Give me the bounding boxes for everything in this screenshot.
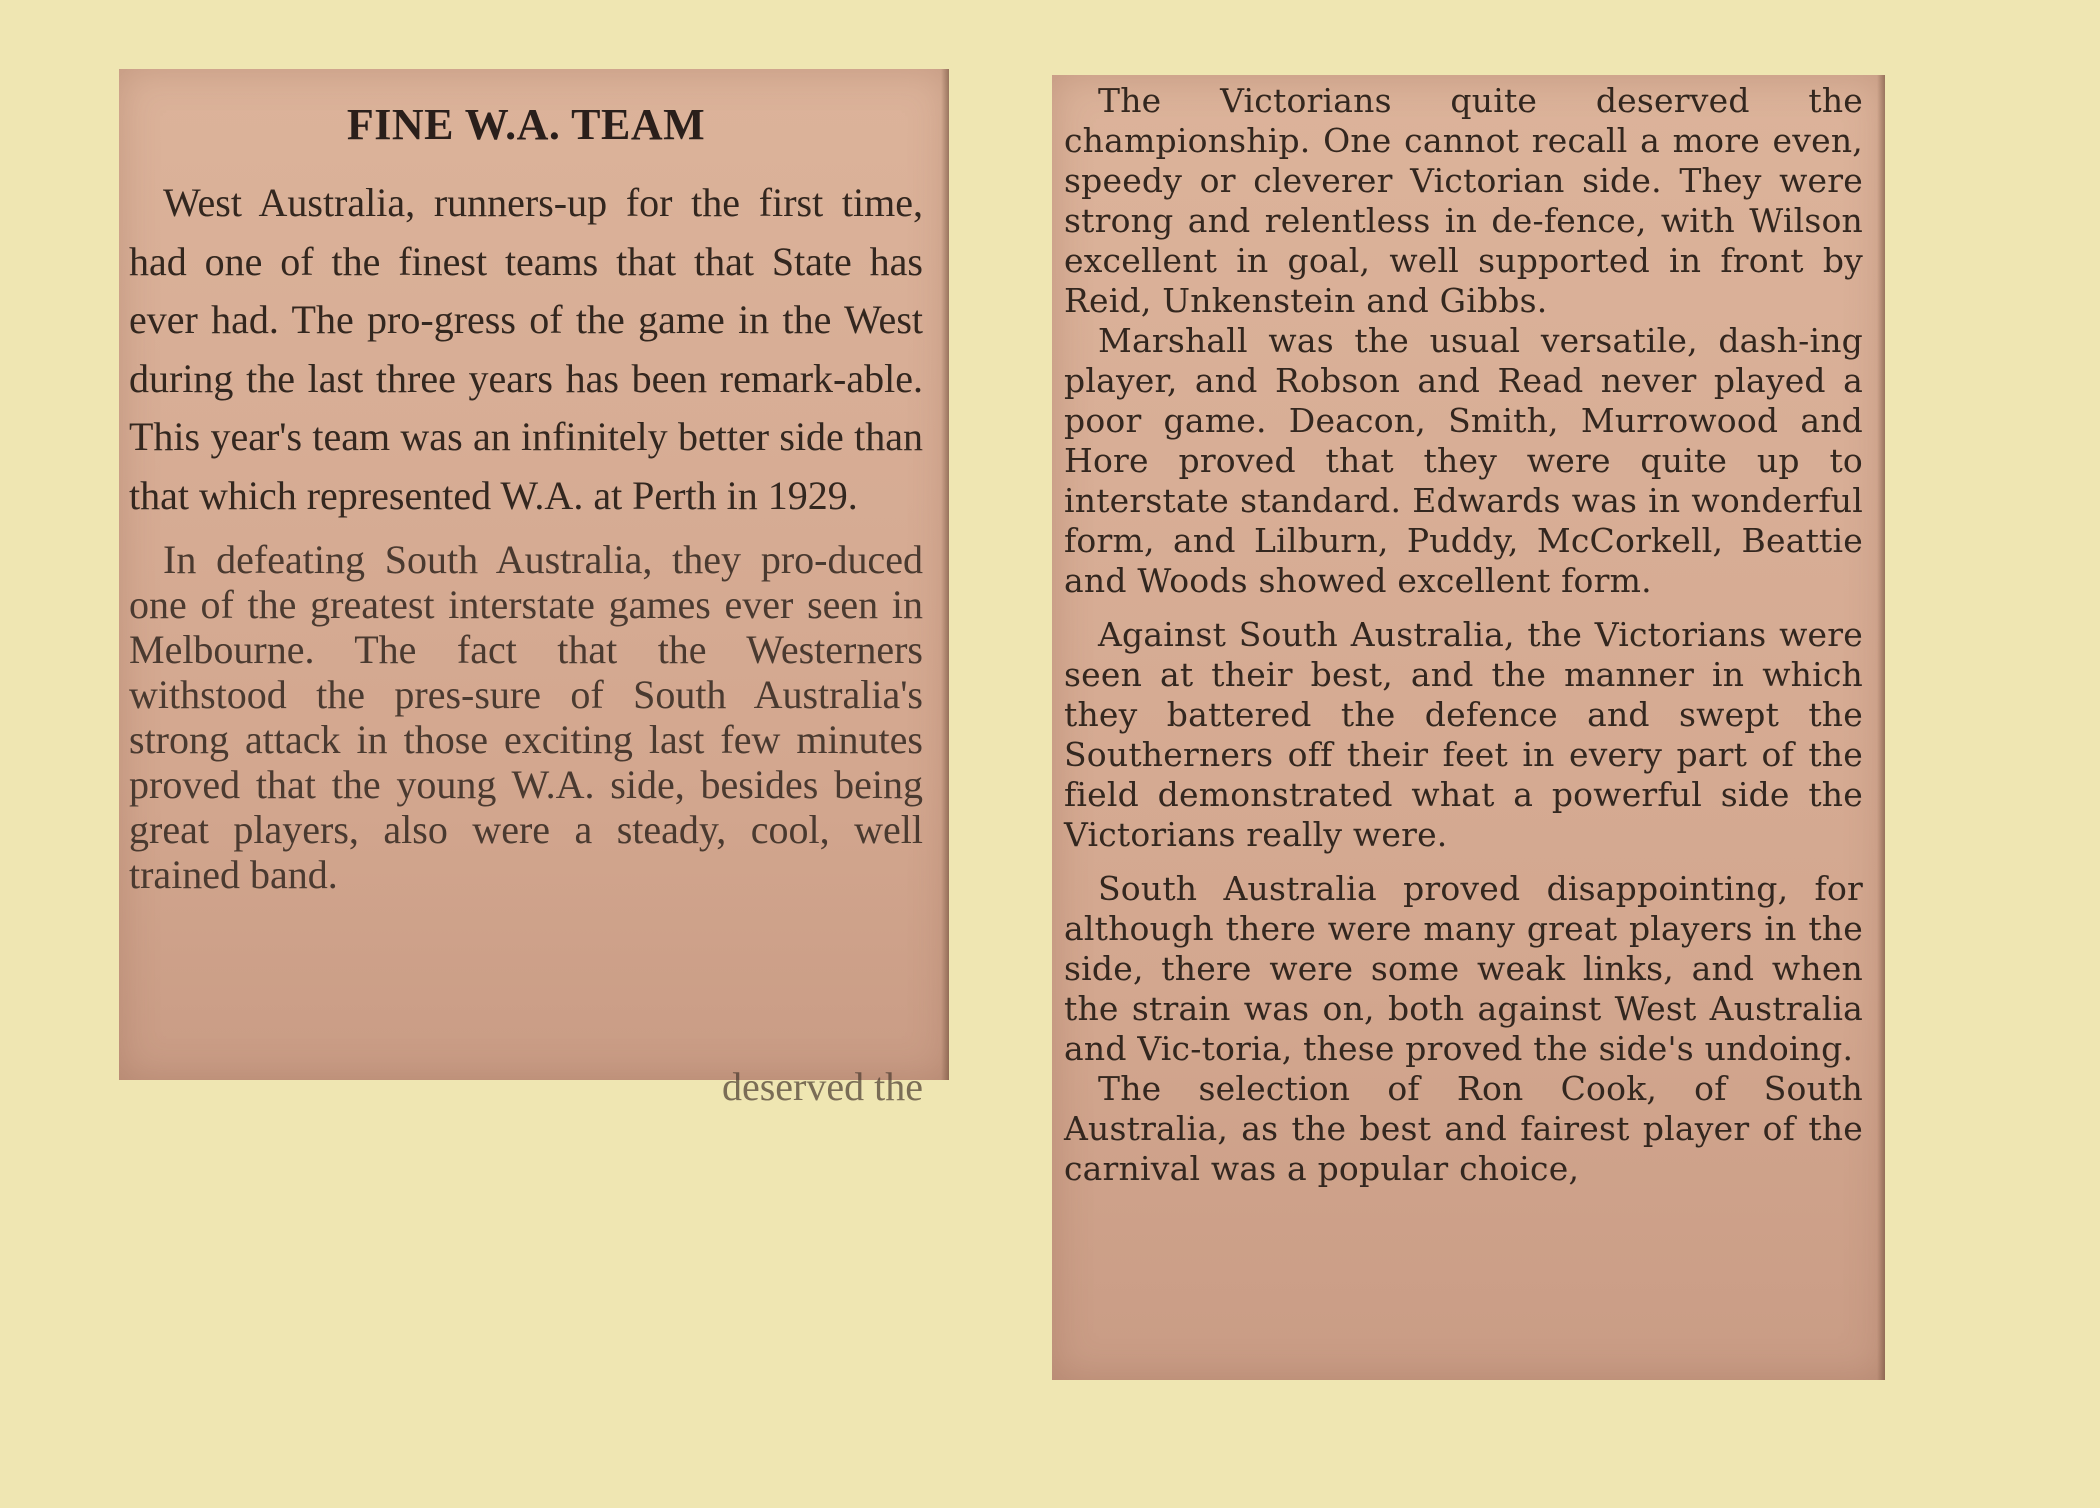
article-paragraph: The Victorians quite deserved the championship. One cannot recall a more even, speedy or cleverer Victorian side. They were strong and relentless in de-fence, with Wilson excellent in goal, well supported in front by Reid, Unkenstein and Gibbs. <box>1064 81 1863 320</box>
headline: FINE W.A. TEAM <box>346 100 706 149</box>
article-paragraph: South Australia proved disappointing, for although there were many great players in the side, there were some weak links, and when the strain was on, both against West Australia and Vic-toria, these proved the side's undoing. <box>1064 869 1863 1068</box>
newspaper-clipping-right <box>1052 75 1885 1380</box>
article-paragraph: Against South Australia, the Victorians were seen at their best, and the manner in which they battered the defence and swept the Southerners off their feet in every part of the field demonstrated what a powerful side the Victorians really were. <box>1064 615 1863 854</box>
article-paragraph: West Australia, runners-up for the first time, had one of the finest teams that that State has ever had. The pro-gress of the game in the West during the last three years has been remark-able. This year's team was an infinitely better side than that which represented W.A. at Perth in 1929. <box>129 180 923 518</box>
article-paragraph: The selection of Ron Cook, of South Australia, as the best and fairest player of the carnival was a popular choice, <box>1064 1069 1863 1188</box>
cut-off-text: deserved the <box>721 1064 923 1109</box>
article-paragraph: In defeating South Australia, they pro-duced one of the greatest interstate games ever seen in Melbourne. The fact that the Westerners withstood the pres-sure of South Australia's strong attack in those exciting last few minutes proved that the young W.A. side, besides being great players, also were a steady, cool, well trained band. <box>129 537 923 897</box>
article-paragraph: Marshall was the usual versatile, dash-ing player, and Robson and Read never played a poor game. Deacon, Smith, Murrowood and Hore proved that they were quite up to interstate standard. Edwards was in wonderful form, and Lilburn, Puddy, McCorkell, Beattie and Woods showed excellent form. <box>1064 321 1863 600</box>
newspaper-clipping-left <box>119 69 949 1109</box>
